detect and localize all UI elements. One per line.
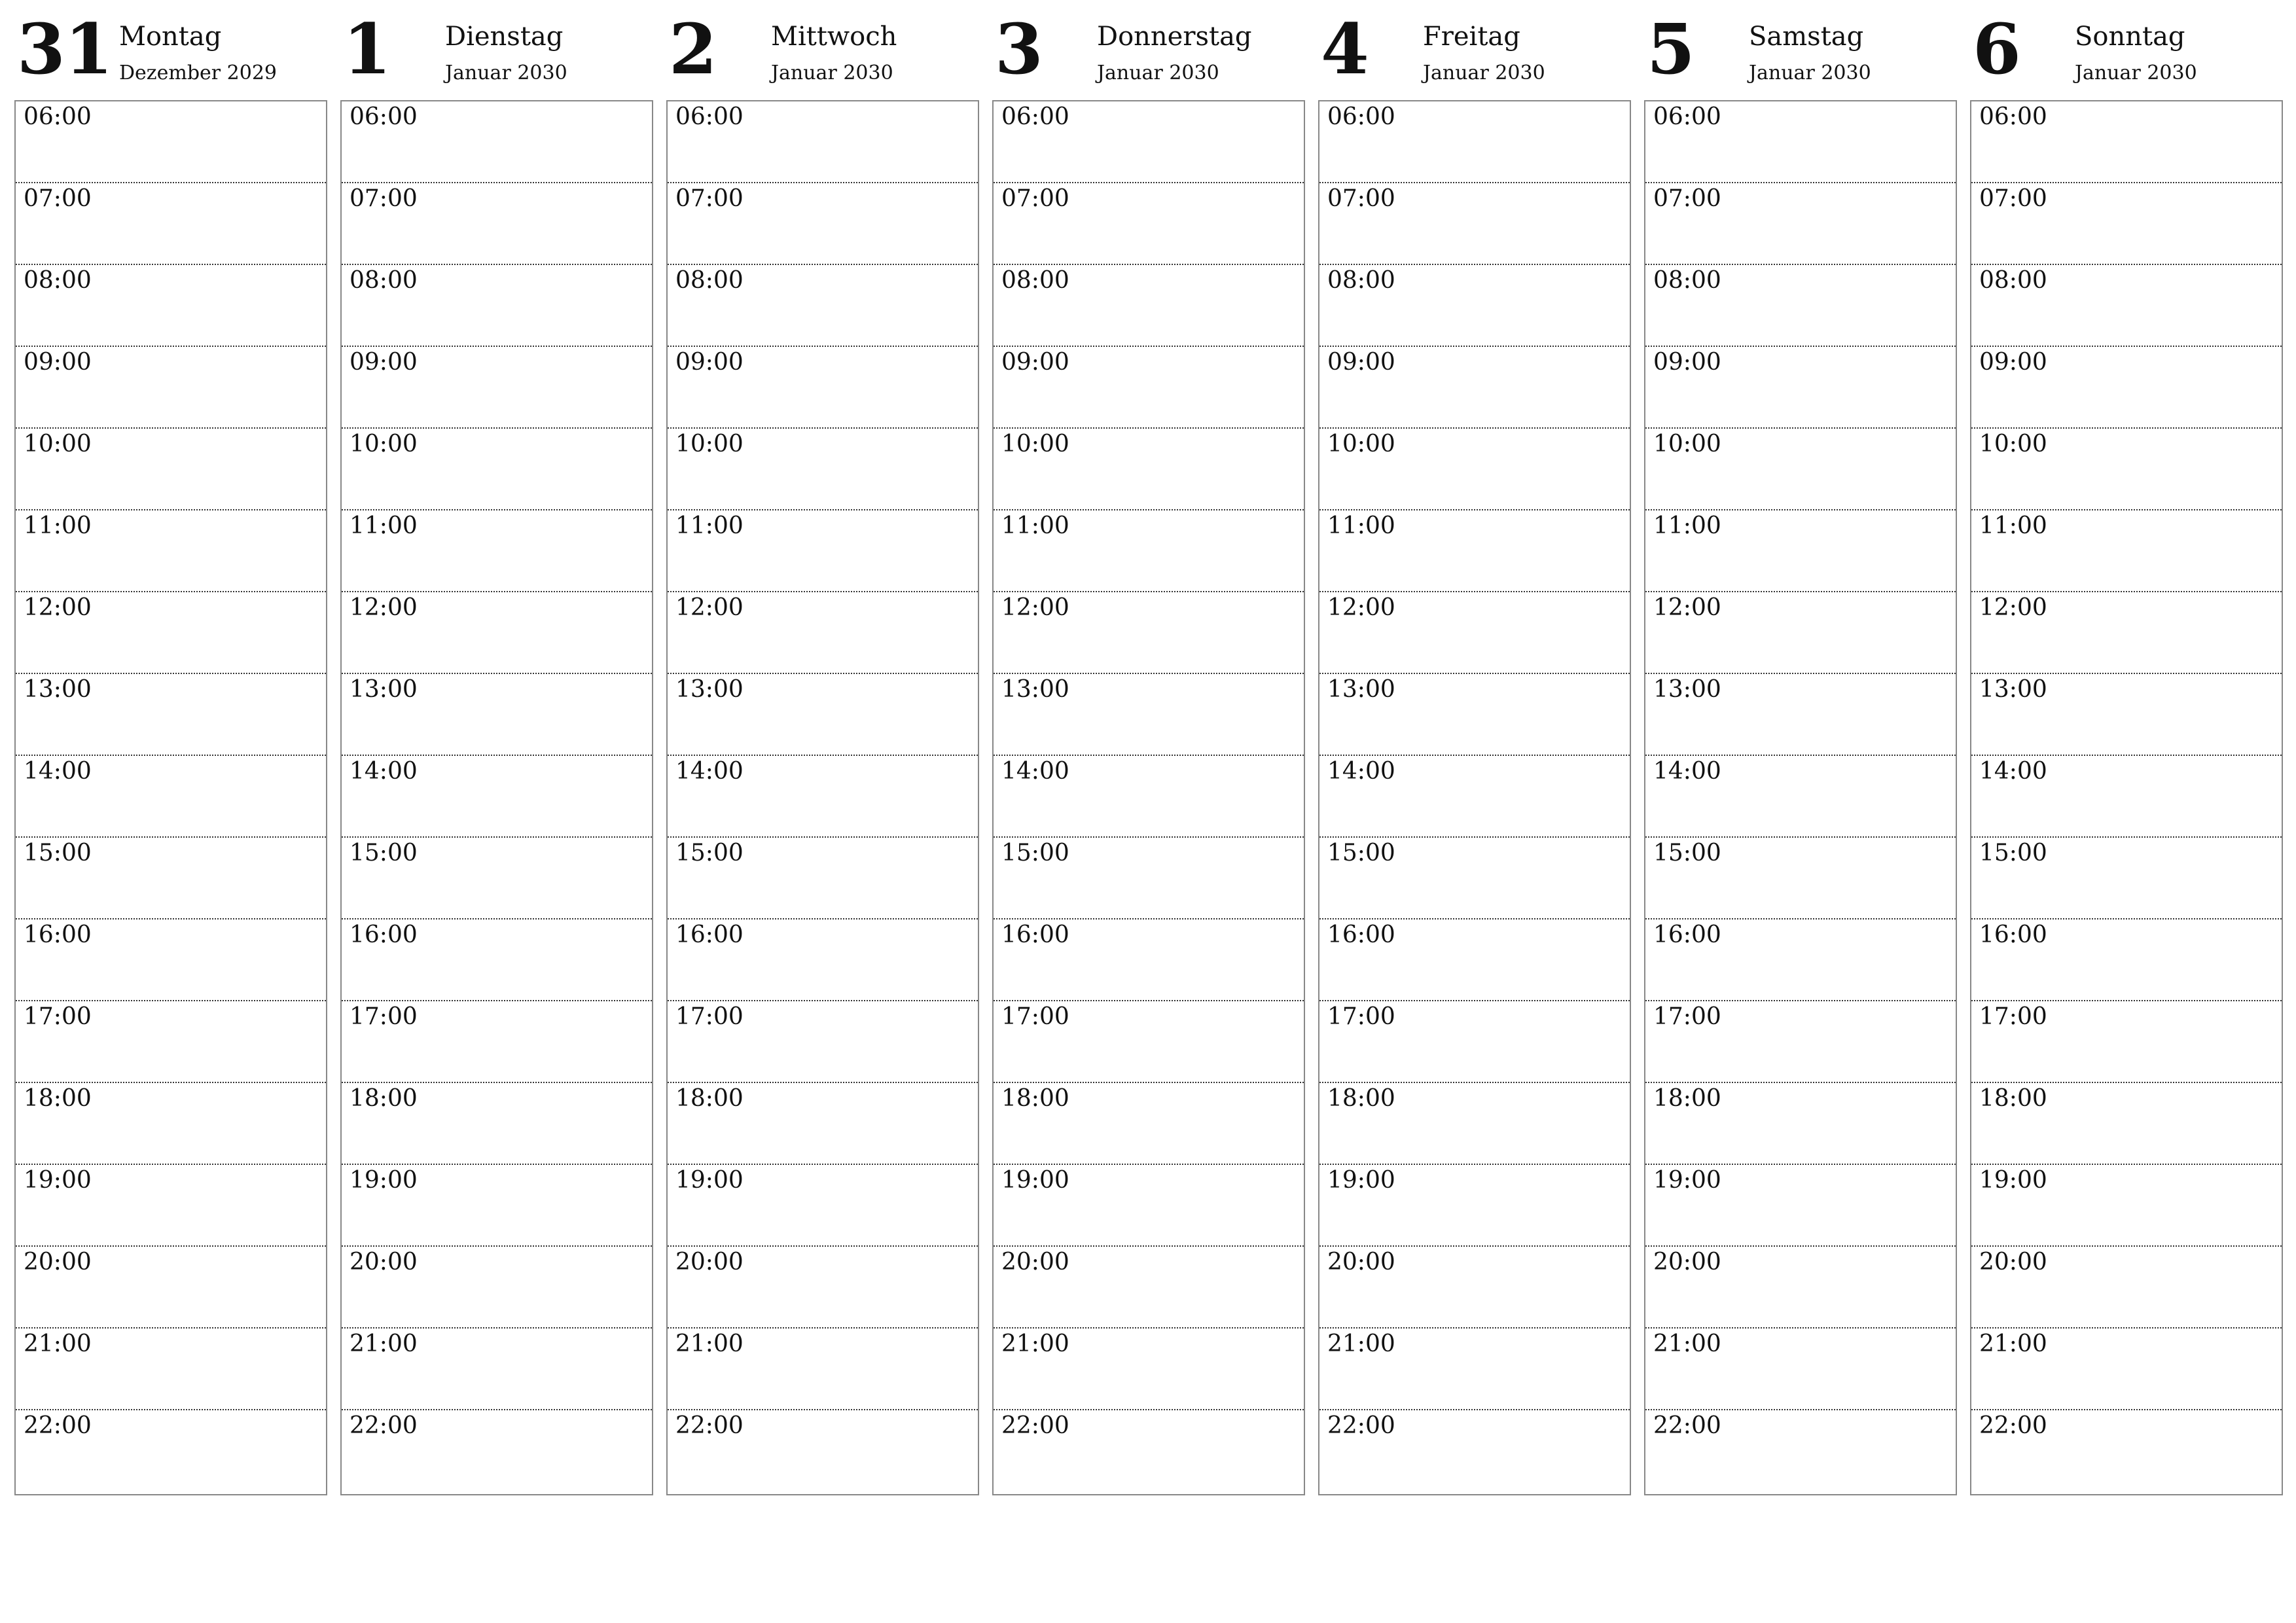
time-slot[interactable]	[668, 674, 978, 756]
time-label: 08:00	[1327, 267, 1395, 294]
time-label: 07:00	[1653, 185, 1721, 212]
time-slot[interactable]	[994, 1410, 1304, 1492]
time-label: 07:00	[675, 185, 744, 212]
time-label: 15:00	[350, 840, 418, 866]
time-slot[interactable]	[668, 1165, 978, 1247]
time-label: 20:00	[24, 1249, 92, 1275]
time-slot[interactable]	[668, 510, 978, 592]
time-slot[interactable]	[1645, 265, 1956, 347]
time-label: 22:00	[1979, 1412, 2047, 1439]
time-label: 21:00	[1001, 1330, 1069, 1357]
time-label: 21:00	[350, 1330, 418, 1357]
time-slot[interactable]	[1319, 1165, 1630, 1247]
time-slot[interactable]	[1971, 919, 2282, 1001]
time-label: 17:00	[24, 1003, 92, 1030]
time-slot[interactable]	[342, 429, 652, 510]
time-label: 16:00	[675, 921, 744, 948]
time-label: 14:00	[1979, 758, 2047, 785]
time-label: 06:00	[24, 103, 92, 130]
month-year: Januar 2030	[1423, 62, 1545, 84]
time-label: 10:00	[1327, 431, 1395, 457]
time-slot[interactable]	[1971, 1083, 2282, 1165]
time-label: 07:00	[1979, 185, 2047, 212]
time-label: 08:00	[675, 267, 744, 294]
time-slot[interactable]	[342, 919, 652, 1001]
time-slot[interactable]	[342, 1329, 652, 1410]
time-slot[interactable]	[1319, 1247, 1630, 1329]
time-label: 15:00	[1653, 840, 1721, 866]
time-label: 19:00	[675, 1167, 744, 1194]
time-slot[interactable]	[342, 1165, 652, 1247]
time-slot[interactable]	[1645, 1001, 1956, 1083]
time-label: 22:00	[1327, 1412, 1395, 1439]
day-column	[1644, 0, 1957, 1439]
time-label: 20:00	[350, 1249, 418, 1275]
time-label: 10:00	[675, 431, 744, 457]
time-slot[interactable]	[1645, 838, 1956, 919]
time-slot[interactable]	[668, 429, 978, 510]
day-number: 6	[1973, 8, 2020, 90]
time-label: 18:00	[350, 1085, 418, 1112]
time-label: 21:00	[1327, 1330, 1395, 1357]
time-label: 08:00	[350, 267, 418, 294]
time-label: 12:00	[1979, 594, 2047, 621]
time-label: 15:00	[1979, 840, 2047, 866]
time-label: 19:00	[24, 1167, 92, 1194]
time-slot[interactable]	[668, 183, 978, 265]
time-slot[interactable]	[342, 756, 652, 838]
time-slot[interactable]	[16, 919, 326, 1001]
day-column	[14, 0, 327, 1439]
time-slot[interactable]	[342, 674, 652, 756]
time-slot[interactable]	[994, 265, 1304, 347]
time-slot[interactable]	[994, 919, 1304, 1001]
time-label: 20:00	[675, 1249, 744, 1275]
time-label: 08:00	[1979, 267, 2047, 294]
time-slot[interactable]	[1645, 919, 1956, 1001]
month-year: Januar 2030	[1097, 62, 1219, 84]
day-header	[340, 0, 653, 100]
time-label: 17:00	[1979, 1003, 2047, 1030]
time-slot[interactable]	[1645, 429, 1956, 510]
time-label: 06:00	[675, 103, 744, 130]
month-year: Januar 2030	[2075, 62, 2197, 84]
time-label: 10:00	[24, 431, 92, 457]
time-slot[interactable]	[1971, 838, 2282, 919]
time-slot[interactable]	[994, 674, 1304, 756]
time-slot[interactable]	[668, 1247, 978, 1329]
time-slot[interactable]	[1319, 265, 1630, 347]
time-label: 11:00	[1327, 512, 1395, 539]
time-slot[interactable]	[1319, 510, 1630, 592]
time-slot[interactable]	[668, 1083, 978, 1165]
time-slot[interactable]	[16, 510, 326, 592]
time-slot[interactable]	[994, 101, 1304, 183]
time-label: 09:00	[1001, 349, 1069, 376]
time-slot[interactable]	[342, 101, 652, 183]
time-slot[interactable]	[1319, 838, 1630, 919]
month-year: Januar 2030	[445, 62, 567, 84]
time-slot[interactable]	[1645, 183, 1956, 265]
time-label: 19:00	[350, 1167, 418, 1194]
time-slot[interactable]	[16, 592, 326, 674]
time-label: 12:00	[1001, 594, 1069, 621]
time-slot[interactable]	[16, 1083, 326, 1165]
weekday-name: Samstag	[1749, 22, 1864, 52]
time-label: 06:00	[1001, 103, 1069, 130]
time-label: 19:00	[1001, 1167, 1069, 1194]
time-label: 16:00	[1327, 921, 1395, 948]
time-slot[interactable]	[1971, 1247, 2282, 1329]
day-schedule-box	[992, 100, 1305, 1495]
day-number: 31	[17, 8, 113, 90]
time-label: 22:00	[24, 1412, 92, 1439]
time-label: 14:00	[1327, 758, 1395, 785]
time-slot[interactable]	[1645, 1247, 1956, 1329]
time-slot[interactable]	[994, 510, 1304, 592]
time-slot[interactable]	[16, 1247, 326, 1329]
time-label: 13:00	[350, 676, 418, 703]
time-slot[interactable]	[1971, 1329, 2282, 1410]
time-slot[interactable]	[668, 1329, 978, 1410]
time-slot[interactable]	[668, 592, 978, 674]
time-label: 19:00	[1979, 1167, 2047, 1194]
weekday-name: Freitag	[1423, 22, 1520, 52]
time-slot[interactable]	[16, 838, 326, 919]
time-label: 11:00	[1979, 512, 2047, 539]
time-slot[interactable]	[1645, 592, 1956, 674]
time-label: 12:00	[675, 594, 744, 621]
time-slot[interactable]	[342, 1247, 652, 1329]
time-slot[interactable]	[1319, 674, 1630, 756]
time-slot[interactable]	[668, 1410, 978, 1492]
month-year: Januar 2030	[771, 62, 893, 84]
time-slot[interactable]	[1645, 101, 1956, 183]
time-slot[interactable]	[668, 1001, 978, 1083]
time-slot[interactable]	[994, 183, 1304, 265]
time-slot[interactable]	[1319, 429, 1630, 510]
time-slot[interactable]	[1971, 1410, 2282, 1492]
time-label: 22:00	[1001, 1412, 1069, 1439]
day-column	[340, 0, 653, 1439]
time-label: 20:00	[1979, 1249, 2047, 1275]
time-label: 14:00	[1653, 758, 1721, 785]
time-label: 18:00	[24, 1085, 92, 1112]
time-slot[interactable]	[1645, 510, 1956, 592]
day-header	[1318, 0, 1631, 100]
time-slot[interactable]	[1971, 183, 2282, 265]
time-slot[interactable]	[1971, 756, 2282, 838]
time-label: 21:00	[1979, 1330, 2047, 1357]
day-column	[666, 0, 979, 1439]
weekday-name: Donnerstag	[1097, 22, 1252, 52]
day-column	[1318, 0, 1631, 1439]
weekday-name: Mittwoch	[771, 22, 897, 52]
time-slot[interactable]	[1319, 1083, 1630, 1165]
time-slot[interactable]	[342, 1410, 652, 1492]
time-slot[interactable]	[994, 1165, 1304, 1247]
day-schedule-box	[340, 100, 653, 1495]
time-slot[interactable]	[342, 1001, 652, 1083]
time-slot[interactable]	[1971, 510, 2282, 592]
time-label: 18:00	[1327, 1085, 1395, 1112]
day-schedule-box	[666, 100, 979, 1495]
time-slot[interactable]	[1319, 347, 1630, 429]
time-label: 20:00	[1001, 1249, 1069, 1275]
time-label: 09:00	[24, 349, 92, 376]
month-year: Dezember 2029	[119, 62, 277, 84]
time-label: 06:00	[1653, 103, 1721, 130]
time-slot[interactable]	[16, 347, 326, 429]
time-label: 11:00	[350, 512, 418, 539]
day-schedule-box	[1318, 100, 1631, 1495]
time-slot[interactable]	[668, 347, 978, 429]
time-slot[interactable]	[342, 592, 652, 674]
day-column	[992, 0, 1305, 1439]
time-label: 19:00	[1653, 1167, 1721, 1194]
day-number: 2	[669, 8, 717, 90]
time-slot[interactable]	[16, 756, 326, 838]
time-slot[interactable]	[342, 838, 652, 919]
time-slot[interactable]	[1319, 919, 1630, 1001]
time-label: 18:00	[1979, 1085, 2047, 1112]
day-column	[1970, 0, 2283, 1439]
day-header	[992, 0, 1305, 100]
time-label: 09:00	[675, 349, 744, 376]
time-label: 10:00	[1979, 431, 2047, 457]
time-slot[interactable]	[1971, 265, 2282, 347]
time-label: 09:00	[1653, 349, 1721, 376]
time-label: 13:00	[1653, 676, 1721, 703]
time-slot[interactable]	[1319, 592, 1630, 674]
time-label: 16:00	[1001, 921, 1069, 948]
time-label: 06:00	[1979, 103, 2047, 130]
time-slot[interactable]	[668, 101, 978, 183]
time-label: 13:00	[1001, 676, 1069, 703]
time-label: 12:00	[1327, 594, 1395, 621]
time-label: 15:00	[675, 840, 744, 866]
time-slot[interactable]	[16, 1410, 326, 1492]
day-header	[1970, 0, 2283, 100]
month-year: Januar 2030	[1749, 62, 1871, 84]
time-label: 15:00	[24, 840, 92, 866]
time-slot[interactable]	[994, 429, 1304, 510]
time-slot[interactable]	[668, 265, 978, 347]
time-label: 13:00	[24, 676, 92, 703]
time-slot[interactable]	[994, 1329, 1304, 1410]
time-slot[interactable]	[342, 183, 652, 265]
day-number: 3	[995, 8, 1043, 90]
time-label: 06:00	[1327, 103, 1395, 130]
time-label: 17:00	[675, 1003, 744, 1030]
day-schedule-box	[1970, 100, 2283, 1495]
time-slot[interactable]	[1645, 756, 1956, 838]
time-label: 13:00	[675, 676, 744, 703]
time-slot[interactable]	[994, 756, 1304, 838]
time-label: 20:00	[1327, 1249, 1395, 1275]
time-label: 07:00	[24, 185, 92, 212]
time-label: 11:00	[1001, 512, 1069, 539]
time-label: 10:00	[1001, 431, 1069, 457]
time-slot[interactable]	[342, 265, 652, 347]
time-slot[interactable]	[1971, 1165, 2282, 1247]
time-label: 20:00	[1653, 1249, 1721, 1275]
time-label: 17:00	[1327, 1003, 1395, 1030]
time-label: 10:00	[350, 431, 418, 457]
day-number: 1	[343, 8, 391, 90]
time-label: 15:00	[1001, 840, 1069, 866]
time-label: 14:00	[675, 758, 744, 785]
time-label: 06:00	[350, 103, 418, 130]
weekday-name: Montag	[119, 22, 222, 52]
time-label: 07:00	[1327, 185, 1395, 212]
time-label: 17:00	[1001, 1003, 1069, 1030]
time-label: 13:00	[1327, 676, 1395, 703]
time-label: 22:00	[350, 1412, 418, 1439]
time-slot[interactable]	[1645, 347, 1956, 429]
time-slot[interactable]	[1971, 101, 2282, 183]
time-slot[interactable]	[1645, 1165, 1956, 1247]
time-label: 09:00	[350, 349, 418, 376]
time-slot[interactable]	[16, 183, 326, 265]
time-slot[interactable]	[1319, 101, 1630, 183]
time-label: 21:00	[675, 1330, 744, 1357]
time-label: 13:00	[1979, 676, 2047, 703]
time-label: 12:00	[350, 594, 418, 621]
time-slot[interactable]	[1971, 347, 2282, 429]
time-label: 19:00	[1327, 1167, 1395, 1194]
time-label: 16:00	[1979, 921, 2047, 948]
day-number: 5	[1647, 8, 1695, 90]
time-label: 17:00	[350, 1003, 418, 1030]
time-slot[interactable]	[668, 756, 978, 838]
time-label: 16:00	[24, 921, 92, 948]
time-label: 07:00	[350, 185, 418, 212]
time-slot[interactable]	[994, 1083, 1304, 1165]
time-slot[interactable]	[994, 592, 1304, 674]
weekday-name: Dienstag	[445, 22, 564, 52]
time-label: 09:00	[1979, 349, 2047, 376]
time-label: 08:00	[1001, 267, 1069, 294]
time-slot[interactable]	[1319, 183, 1630, 265]
time-slot[interactable]	[16, 1165, 326, 1247]
time-slot[interactable]	[1971, 429, 2282, 510]
time-label: 14:00	[1001, 758, 1069, 785]
time-slot[interactable]	[1319, 1001, 1630, 1083]
day-schedule-box	[14, 100, 327, 1495]
time-slot[interactable]	[1645, 1329, 1956, 1410]
time-label: 22:00	[675, 1412, 744, 1439]
time-label: 17:00	[1653, 1003, 1721, 1030]
time-slot[interactable]	[1319, 1329, 1630, 1410]
time-slot[interactable]	[668, 919, 978, 1001]
time-label: 08:00	[1653, 267, 1721, 294]
time-label: 11:00	[24, 512, 92, 539]
time-label: 18:00	[675, 1085, 744, 1112]
time-slot[interactable]	[16, 1329, 326, 1410]
time-slot[interactable]	[342, 1083, 652, 1165]
time-slot[interactable]	[16, 674, 326, 756]
time-slot[interactable]	[1971, 674, 2282, 756]
day-schedule-box	[1644, 100, 1957, 1495]
time-slot[interactable]	[1971, 1001, 2282, 1083]
time-label: 16:00	[350, 921, 418, 948]
time-slot[interactable]	[1319, 1410, 1630, 1492]
time-slot[interactable]	[994, 838, 1304, 919]
time-slot[interactable]	[1645, 1410, 1956, 1492]
time-label: 07:00	[1001, 185, 1069, 212]
time-label: 22:00	[1653, 1412, 1721, 1439]
time-label: 10:00	[1653, 431, 1721, 457]
day-number: 4	[1321, 8, 1369, 90]
time-slot[interactable]	[16, 265, 326, 347]
time-label: 12:00	[24, 594, 92, 621]
time-slot[interactable]	[16, 101, 326, 183]
time-label: 15:00	[1327, 840, 1395, 866]
time-label: 08:00	[24, 267, 92, 294]
day-header	[1644, 0, 1957, 100]
day-header	[14, 0, 327, 100]
time-label: 18:00	[1001, 1085, 1069, 1112]
time-label: 09:00	[1327, 349, 1395, 376]
time-slot[interactable]	[1645, 674, 1956, 756]
time-label: 14:00	[350, 758, 418, 785]
weekday-name: Sonntag	[2075, 22, 2185, 52]
time-slot[interactable]	[342, 510, 652, 592]
time-label: 12:00	[1653, 594, 1721, 621]
time-slot[interactable]	[16, 429, 326, 510]
time-label: 14:00	[24, 758, 92, 785]
time-slot[interactable]	[1971, 592, 2282, 674]
time-label: 18:00	[1653, 1085, 1721, 1112]
day-header	[666, 0, 979, 100]
time-label: 21:00	[24, 1330, 92, 1357]
time-label: 11:00	[1653, 512, 1721, 539]
time-label: 21:00	[1653, 1330, 1721, 1357]
time-label: 16:00	[1653, 921, 1721, 948]
time-slot[interactable]	[994, 1247, 1304, 1329]
time-slot[interactable]	[1319, 756, 1630, 838]
time-slot[interactable]	[16, 1001, 326, 1083]
time-slot[interactable]	[1645, 1083, 1956, 1165]
time-slot[interactable]	[994, 1001, 1304, 1083]
time-slot[interactable]	[342, 347, 652, 429]
time-slot[interactable]	[668, 838, 978, 919]
time-label: 11:00	[675, 512, 744, 539]
time-slot[interactable]	[994, 347, 1304, 429]
